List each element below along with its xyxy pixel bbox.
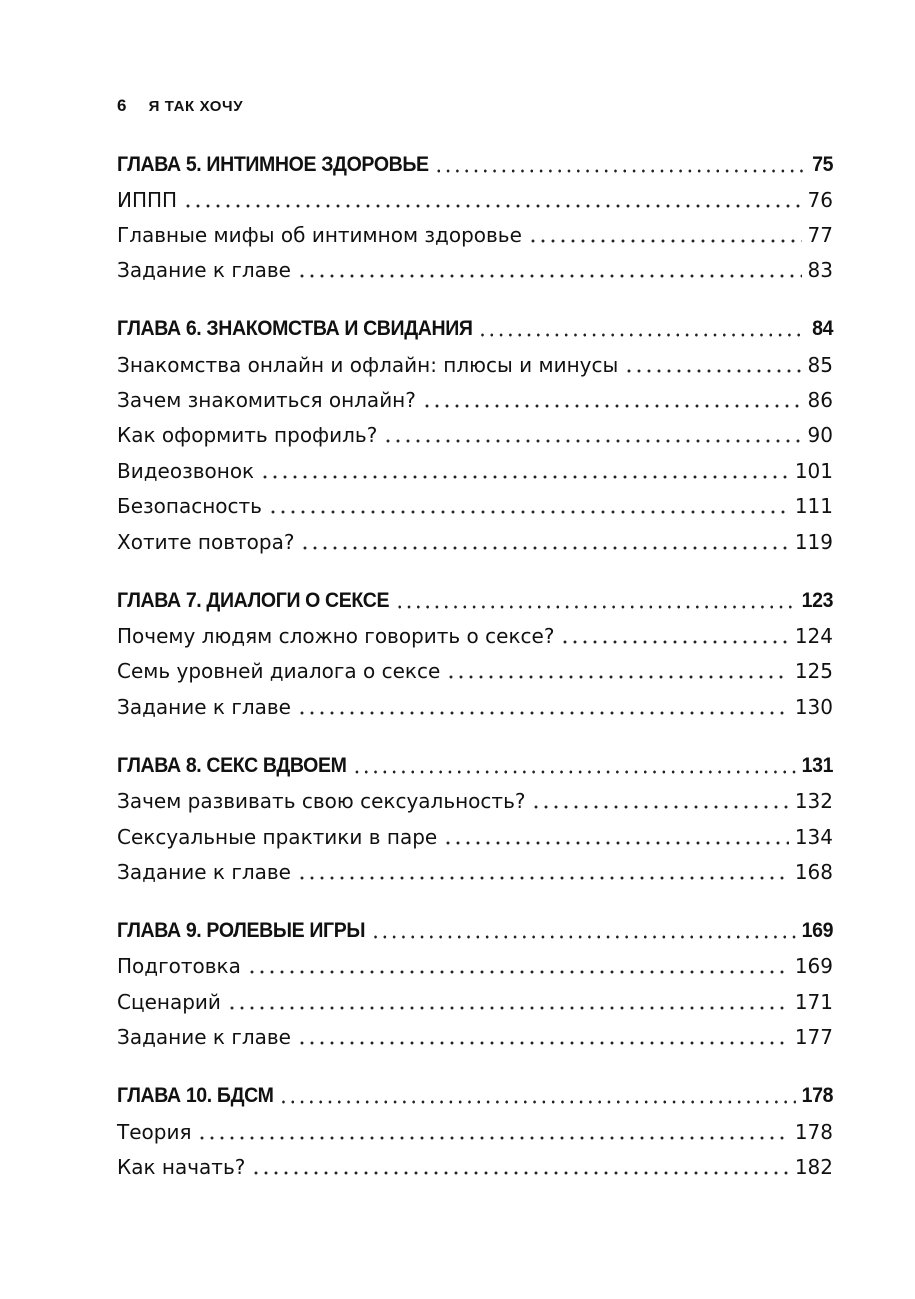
toc-entry-page: 182 — [794, 1155, 833, 1179]
toc-entry-page: 178 — [794, 1120, 833, 1144]
toc-entry-title: Безопасность — [117, 494, 262, 518]
toc-entry-page: 171 — [794, 990, 833, 1014]
toc-entry — [117, 253, 833, 287]
toc-entry — [117, 1150, 833, 1184]
toc-entry-page: 101 — [794, 459, 833, 483]
dot-leader — [247, 969, 789, 975]
toc-entry — [117, 985, 833, 1019]
toc-entry-title: Как начать? — [117, 1155, 246, 1179]
toc-entry-page: 111 — [794, 494, 833, 518]
toc-entry-page: 84 — [812, 317, 834, 340]
dot-leader — [560, 639, 788, 645]
toc-entry-page: 119 — [794, 530, 833, 554]
toc-entry — [117, 218, 833, 252]
toc-entry — [117, 489, 833, 523]
dot-leader — [297, 710, 789, 716]
toc-entry — [117, 855, 833, 889]
toc-entry-title: Знакомства онлайн и офлайн: плюсы и минусы — [117, 353, 619, 377]
dot-leader — [443, 840, 789, 846]
toc-entry-title: Подготовка — [117, 954, 241, 978]
toc-chapter-heading — [117, 312, 833, 346]
running-title: Я ТАК ХОЧУ — [148, 97, 244, 115]
toc-chapter-heading — [117, 749, 833, 783]
toc-entry-title: Задание к главе — [117, 695, 291, 719]
toc-entry-page: 178 — [801, 1084, 834, 1107]
toc-entry — [117, 454, 833, 488]
toc-entry-title: Зачем знакомиться онлайн? — [117, 388, 416, 412]
toc-entry-title: ГЛАВА 8. СЕКС ВДВОЕМ — [117, 754, 347, 777]
toc-entry-page: 86 — [807, 388, 833, 412]
toc-entry-page: 169 — [794, 954, 833, 978]
toc-entry — [117, 1020, 833, 1054]
toc-entry-title: Зачем развивать свою сексуальность? — [117, 789, 526, 813]
toc-entry-title: Семь уровней диалога о сексе — [117, 659, 441, 683]
toc-entry-title: Задание к главе — [117, 1025, 291, 1049]
dot-leader — [422, 403, 802, 409]
dot-leader — [183, 203, 801, 209]
toc-entry-title: ИППП — [117, 188, 178, 212]
toc-entry-title: Задание к главе — [117, 860, 291, 884]
toc-entry-page: 130 — [794, 695, 833, 719]
toc-entry-title: ГЛАВА 10. БДСМ — [117, 1084, 274, 1107]
toc-entry — [117, 784, 833, 818]
dot-leader — [251, 1170, 788, 1176]
dot-leader — [297, 1040, 789, 1046]
toc-entry — [117, 654, 833, 688]
dot-leader — [197, 1135, 788, 1141]
toc-entry — [117, 619, 833, 653]
toc-entry-page: 168 — [794, 860, 833, 884]
toc-entry-title: Задание к главе — [117, 258, 291, 282]
dot-leader — [268, 509, 789, 515]
toc-entry-page: 75 — [812, 153, 834, 176]
dot-leader — [260, 474, 789, 480]
toc-entry — [117, 1115, 833, 1149]
toc-entry-page: 125 — [794, 659, 833, 683]
page-header — [117, 94, 243, 118]
dot-leader — [371, 934, 796, 940]
toc-entry-page: 169 — [801, 919, 834, 942]
dot-leader — [352, 769, 796, 775]
dot-leader — [531, 804, 788, 810]
toc-entry-title: Видеозвонок — [117, 459, 255, 483]
toc-entry-page: 131 — [801, 754, 834, 777]
toc-entry-title: ГЛАВА 7. ДИАЛОГИ О СЕКСЕ — [117, 589, 390, 612]
page-number: 6 — [117, 96, 127, 115]
toc-entry-page: 124 — [794, 624, 833, 648]
dot-leader — [528, 238, 802, 244]
dot-leader — [395, 604, 796, 610]
toc-entry — [117, 690, 833, 724]
dot-leader — [300, 545, 788, 551]
toc-entry — [117, 183, 833, 217]
toc-entry-title: ГЛАВА 9. РОЛЕВЫЕ ИГРЫ — [117, 919, 366, 942]
toc-entry-page: 83 — [807, 258, 833, 282]
toc-entry-title: Сценарий — [117, 990, 221, 1014]
toc-entry — [117, 525, 833, 559]
toc-entry — [117, 348, 833, 382]
toc-entry-page: 177 — [794, 1025, 833, 1049]
toc-chapter-heading — [117, 1079, 833, 1113]
toc-entry-title: Теория — [117, 1120, 192, 1144]
toc-entry — [117, 383, 833, 417]
dot-leader — [227, 1005, 789, 1011]
dot-leader — [297, 273, 802, 279]
dot-leader — [478, 332, 806, 338]
toc-entry-page: 85 — [807, 353, 833, 377]
toc-entry-title: Почему людям сложно говорить о сексе? — [117, 624, 555, 648]
toc-entry-title: Сексуальные практики в паре — [117, 825, 438, 849]
toc-entry — [117, 820, 833, 854]
toc-entry — [117, 418, 833, 452]
toc-entry-page: 132 — [794, 789, 833, 813]
toc-entry-title: Главные мифы об интимном здоровье — [117, 223, 522, 247]
toc-entry — [117, 949, 833, 983]
toc-entry-title: Хотите повтора? — [117, 530, 295, 554]
dot-leader — [279, 1099, 796, 1105]
toc-chapter-heading — [117, 148, 833, 182]
dot-leader — [434, 168, 806, 174]
toc-entry-page: 134 — [794, 825, 833, 849]
dot-leader — [383, 438, 801, 444]
toc-entry-page: 123 — [801, 589, 834, 612]
dot-leader — [297, 875, 789, 881]
toc-entry-title: ГЛАВА 6. ЗНАКОМСТВА И СВИДАНИЯ — [117, 317, 473, 340]
dot-leader — [624, 368, 801, 374]
toc-chapter-heading — [117, 584, 833, 618]
toc-entry-page: 77 — [807, 223, 833, 247]
dot-leader — [446, 674, 789, 680]
toc-entry-title: ГЛАВА 5. ИНТИМНОЕ ЗДОРОВЬЕ — [117, 153, 429, 176]
toc-entry-title: Как оформить профиль? — [117, 423, 378, 447]
toc-chapter-heading — [117, 914, 833, 948]
toc-entry-page: 90 — [807, 423, 833, 447]
toc-entry-page: 76 — [807, 188, 833, 212]
